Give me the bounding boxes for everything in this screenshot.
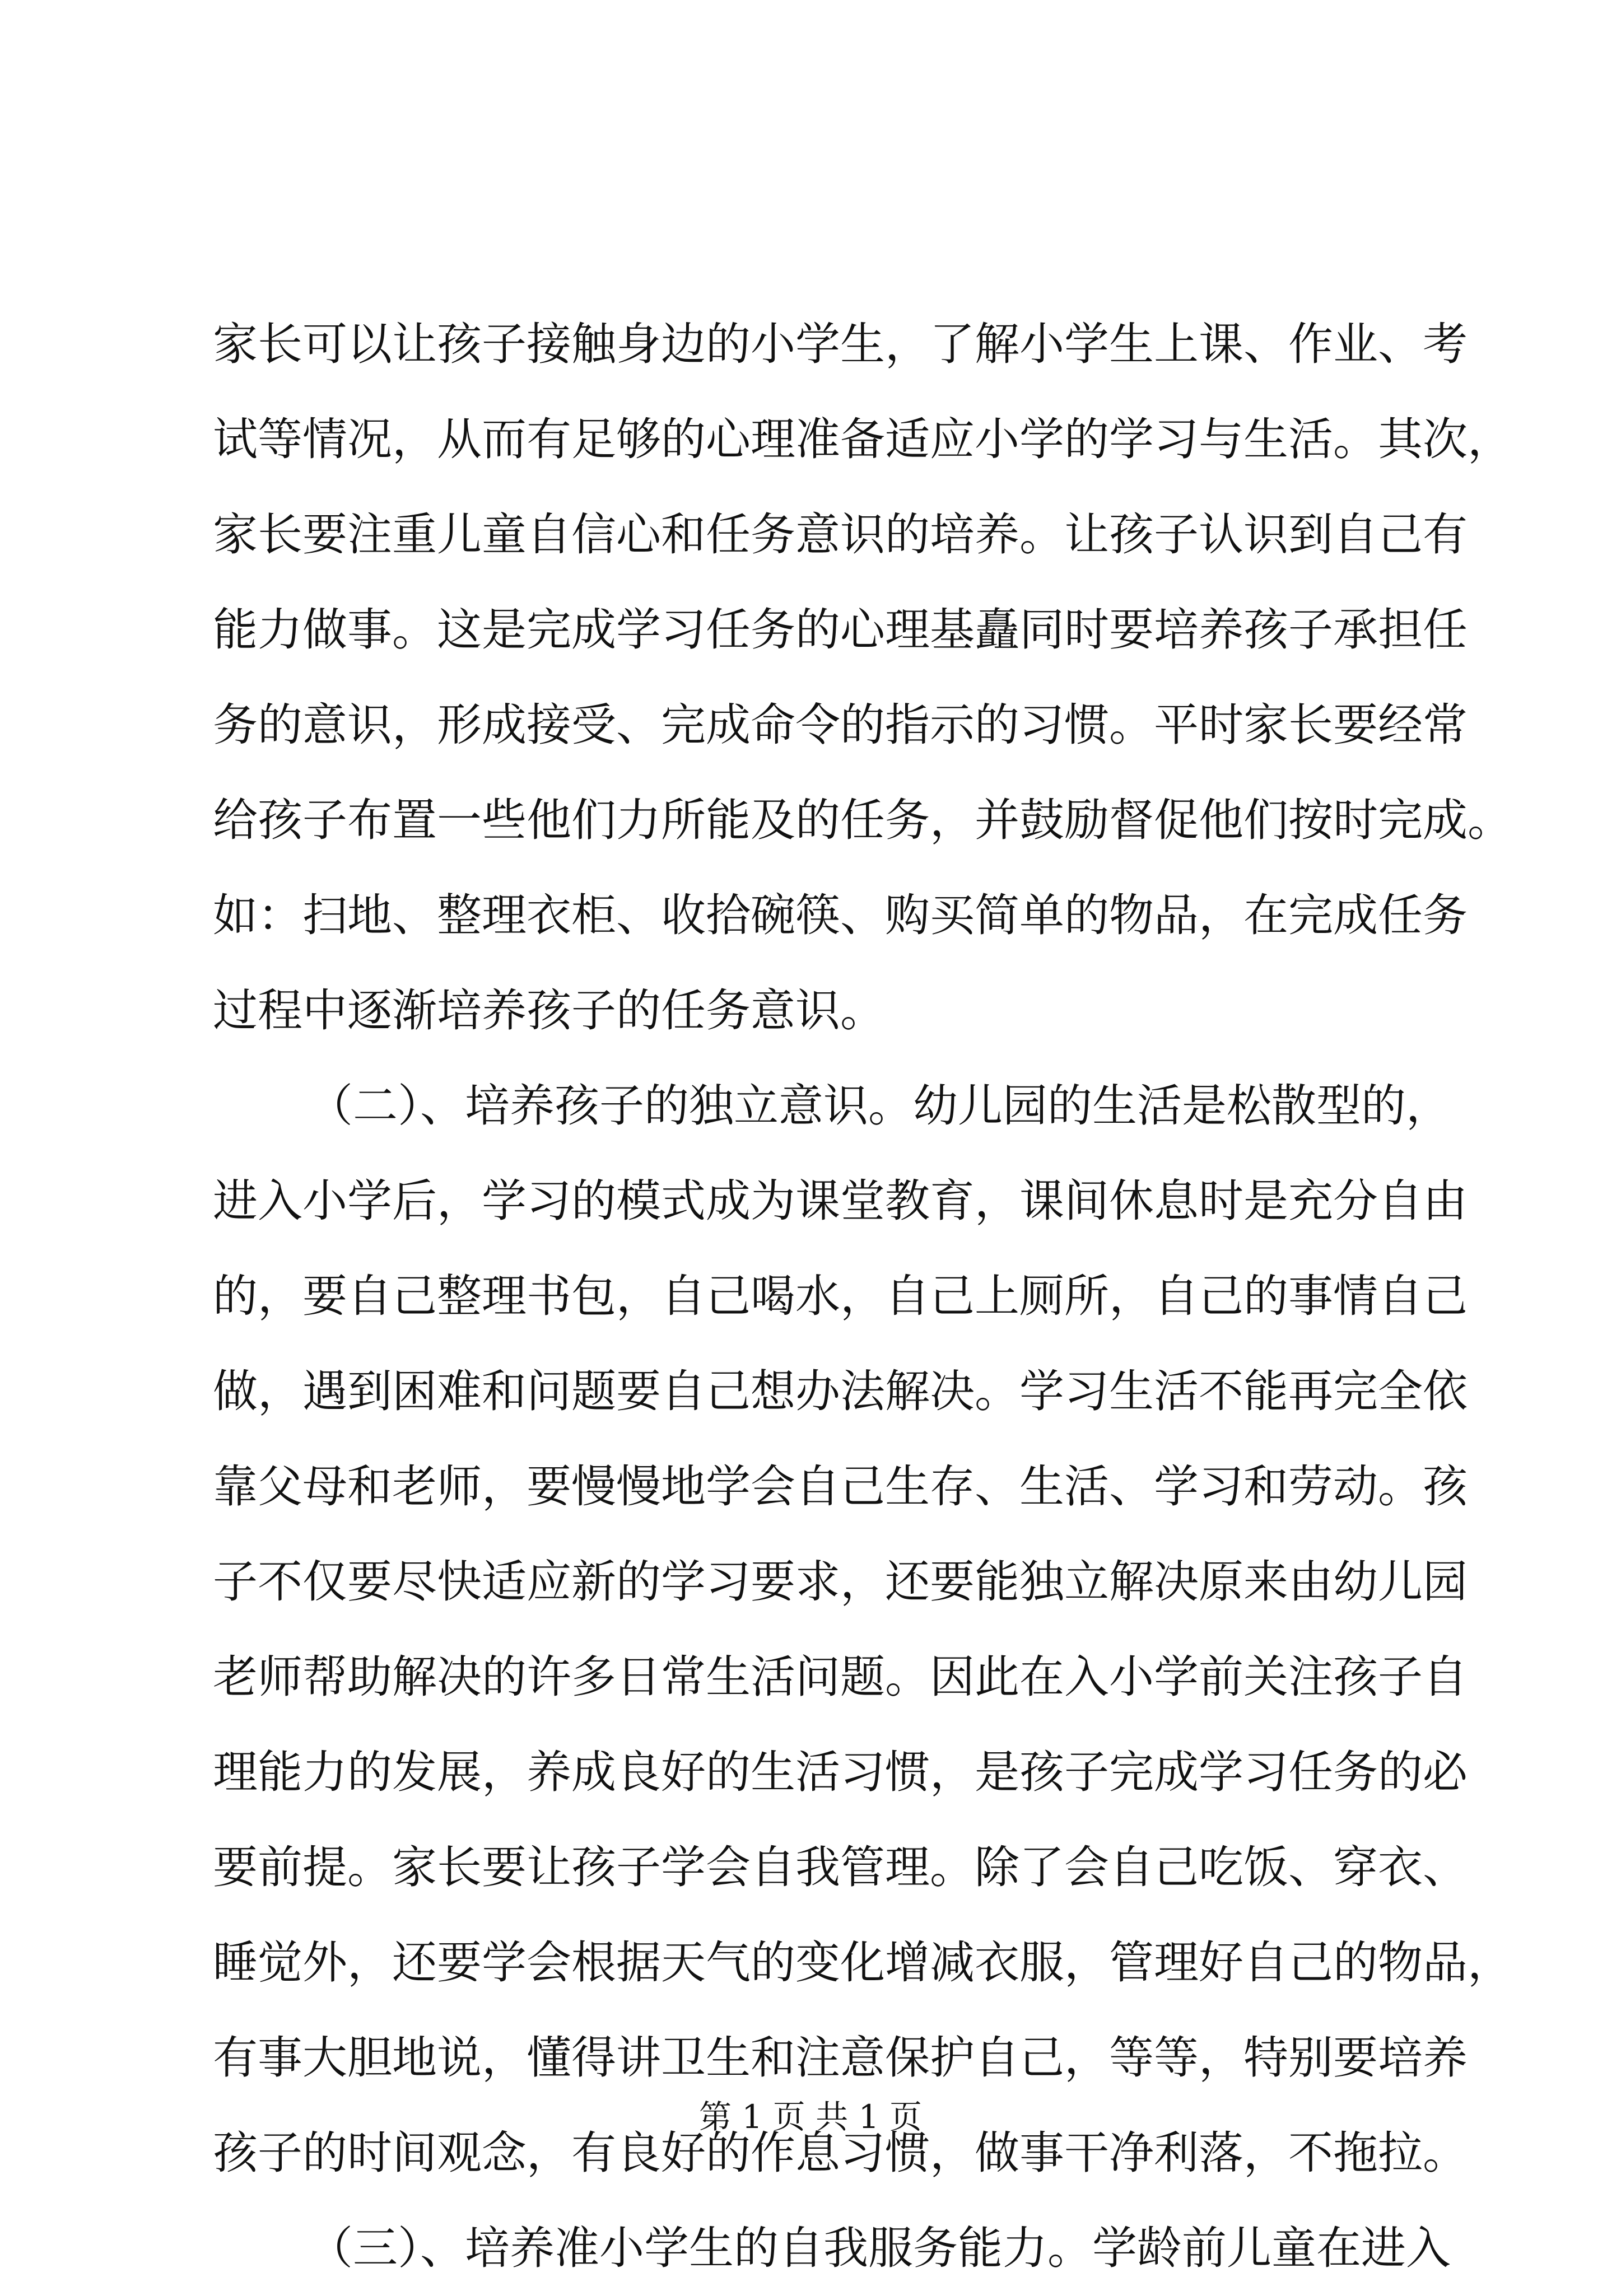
text-line: 能力做事。这是完成学习任务的心理基矗同时要培养孩子承担任 (213, 604, 1468, 656)
text-line: 如：扫地、整理衣柜、收拾碗筷、购买简单的物品，在完成任务 (213, 889, 1468, 941)
text-line: 进入小学后，学习的模式成为课堂教育，课间休息时是充分自由 (213, 1175, 1468, 1227)
text-line: 孩子的时间观念，有良好的作息习惯，做事干净利落，不拖拉。 (213, 2127, 1468, 2179)
text-line: 试等情况，从而有足够的心理准备适应小学的学习与生活。其次， (213, 413, 1512, 465)
text-line: 老师帮助解决的许多日常生活问题。因此在入小学前关注孩子自 (213, 1651, 1468, 1703)
text-line: 给孩子布置一些他们力所能及的任务，并鼓励督促他们按时完成。 (213, 794, 1512, 846)
text-line: 要前提。家长要让孩子学会自我管理。除了会自己吃饭、穿衣、 (213, 1841, 1468, 1893)
text-line: 过程中逐渐培养孩子的任务意识。 (213, 984, 885, 1037)
text-line: 做，遇到困难和问题要自己想办法解决。学习生活不能再完全依 (213, 1365, 1468, 1417)
text-line: 的，要自己整理书包，自己喝水，自己上厕所，自己的事情自己 (213, 1270, 1468, 1322)
text-line: 理能力的发展，养成良好的生活习惯，是孩子完成学习任务的必 (213, 1746, 1468, 1798)
text-line: 务的意识，形成接受、完成命令的指示的习惯。平时家长要经常 (213, 699, 1468, 751)
paragraph-first-line: （二）、培养孩子的独立意识。幼儿园的生活是松散型的， (308, 1080, 1451, 1132)
text-line: 子不仅要尽快适应新的学习要求，还要能独立解决原来由幼儿园 (213, 1556, 1468, 1608)
text-line: 有事大胆地说，懂得讲卫生和注意保护自己，等等，特别要培养 (213, 2032, 1468, 2084)
body-text (213, 297, 1512, 2296)
text-line: 靠父母和老师，要慢慢地学会自己生存、生活、学习和劳动。孩 (213, 1460, 1468, 1513)
paragraph-first-line: （三）、培养准小学生的自我服务能力。学龄前儿童在进入 (308, 2222, 1451, 2274)
text-line: 睡觉外，还要学会根据天气的变化增减衣服，管理好自己的物品， (213, 1936, 1512, 1989)
text-line: 家长可以让孩子接触身边的小学生，了解小学生上课、作业、考 (213, 318, 1468, 370)
text-line: 家长要注重儿童自信心和任务意识的培养。让孩子认识到自己有 (213, 508, 1468, 561)
page-footer: 第 1 页 共 1 页 (699, 2098, 922, 2136)
